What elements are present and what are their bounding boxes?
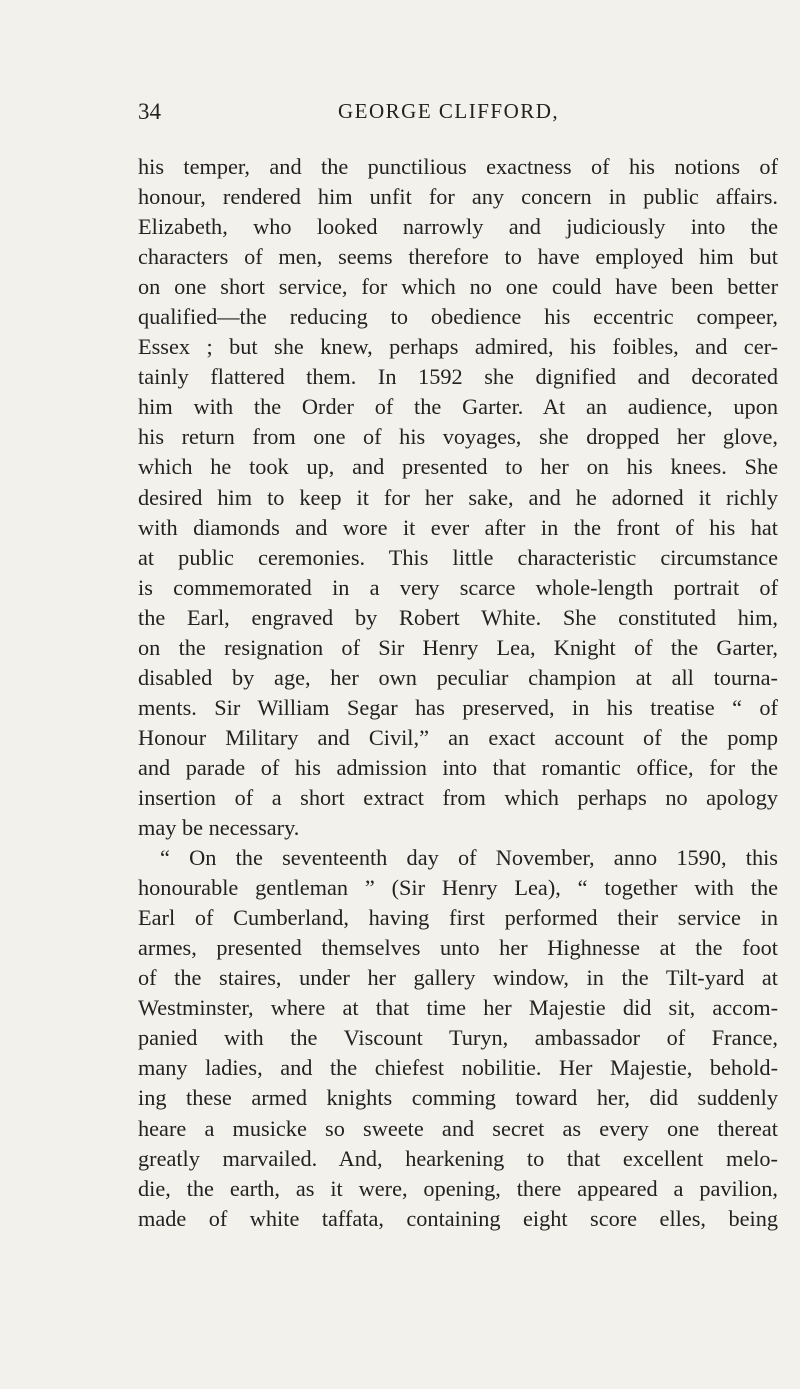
text-line: Essex ; but she knew, perhaps admired, his foibles, and cer- — [138, 334, 778, 360]
text-line: the Earl, engraved by Robert White. She constituted him, — [138, 604, 778, 630]
text-line: honour, rendered him unfit for any concern in public affairs. — [138, 184, 778, 210]
text-line: which he took up, and presented to her on his knees. She — [138, 454, 778, 480]
page-number: 34 — [138, 99, 161, 124]
text-line: on one short service, for which no one could have been better — [138, 274, 778, 300]
text-line: greatly marvailed. And, hearkening to that excellent melo- — [138, 1145, 778, 1171]
text-line: ments. Sir William Segar has preserved, in his treatise “ of — [138, 694, 778, 720]
text-line: Elizabeth, who looked narrowly and judiciously into the — [138, 214, 778, 240]
text-line: and parade of his admission into that romantic office, for the — [138, 754, 778, 780]
text-line: is commemorated in a very scarce whole-length portrait of — [138, 574, 778, 600]
text-line: of the staires, under her gallery window, in the Tilt-yard at — [138, 965, 778, 991]
text-line: tainly flattered them. In 1592 she dignified and decorated — [138, 364, 778, 390]
text-line: many ladies, and the chiefest nobilitie. Her Majestie, behold- — [138, 1055, 778, 1081]
text-line: disabled by age, her own peculiar champion at all tourna- — [138, 664, 778, 690]
text-line: Honour Military and Civil,” an exact account of the pomp — [138, 724, 778, 750]
text-line: characters of men, seems therefore to have employed him but — [138, 244, 778, 270]
text-line: armes, presented themselves unto her Highnesse at the foot — [138, 935, 778, 961]
page-header — [138, 99, 778, 139]
text-line: panied with the Viscount Turyn, ambassador of France, — [138, 1025, 778, 1051]
text-line: with diamonds and wore it ever after in the front of his hat — [138, 514, 778, 540]
text-line: die, the earth, as it were, opening, there appeared a pavilion, — [138, 1175, 778, 1201]
text-line: heare a musicke so sweete and secret as every one thereat — [138, 1115, 778, 1141]
text-line: his temper, and the punctilious exactness of his notions of — [138, 154, 778, 179]
body-text — [138, 152, 778, 1234]
text-line: Earl of Cumberland, having first performed their service in — [138, 905, 778, 931]
text-line: made of white taffata, containing eight score elles, being — [138, 1205, 778, 1231]
text-line: him with the Order of the Garter. At an audience, upon — [138, 394, 778, 420]
text-line: insertion of a short extract from which perhaps no apology — [138, 784, 778, 810]
text-line: Westminster, where at that time her Majestie did sit, accom- — [138, 995, 778, 1021]
text-line: his return from one of his voyages, she dropped her glove, — [138, 424, 778, 450]
text-line: on the resignation of Sir Henry Lea, Knight of the Garter, — [138, 634, 778, 660]
text-line: honourable gentleman ” (Sir Henry Lea), “ together with the — [138, 875, 778, 901]
text-line: qualified—the reducing to obedience his eccentric compeer, — [138, 304, 778, 330]
text-line: at public ceremonies. This little characteristic circumstance — [138, 544, 778, 570]
paragraph-first-line: “ On the seventeenth day of November, anno 1590, this — [160, 845, 778, 871]
text-line: desired him to keep it for her sake, and he adorned it richly — [138, 484, 778, 510]
paragraph-last-line: may be necessary. — [138, 815, 300, 841]
text-line: ing these armed knights comming toward her, did suddenly — [138, 1085, 778, 1111]
running-head: GEORGE CLIFFORD, — [338, 99, 560, 123]
